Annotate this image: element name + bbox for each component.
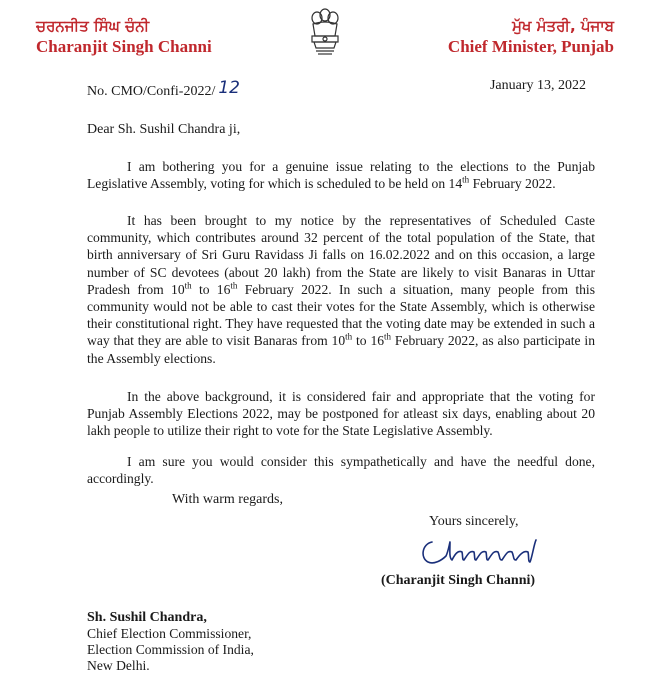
- paragraph-2-text-a: It has been brought to my notice by the representatives of Scheduled Caste community, which contributes around 32 percent of the total population of the State, that birth anniversary of Sri Guru Ravidass Ji falls on 16.02.2022 and on this occasion, a large number of SC devotees (about 20 lakh) from the State are likely to visit Banaras in Uttar Pradesh from 10: [87, 213, 595, 297]
- paragraph-2: [87, 212, 595, 367]
- paragraph-2-sup-2: th: [230, 280, 238, 291]
- paragraph-2-text-d: to 16: [352, 333, 385, 349]
- addressee-name: Sh. Sushil Chandra,: [87, 610, 207, 625]
- reference-number: [87, 80, 240, 100]
- addressee-line-1: Chief Election Commissioner,: [87, 626, 252, 641]
- handwritten-signature-icon: [416, 532, 546, 572]
- paragraph-2-text-c: February 2022. In such a situation, many people from this community would not be able to cast their votes for the State Assembly, which is otherwise their constitutional right. They have requested that the voting date may be extended in such a way that they are able to visit Banaras from 10: [87, 281, 595, 349]
- paragraph-1-text-b: February 2022.: [469, 176, 556, 192]
- sender-name-block: [36, 16, 212, 58]
- addressee-line-2: Election Commission of India,: [87, 642, 254, 657]
- paragraph-1: [87, 158, 595, 192]
- reference-number-text: No. CMO/Confi-2022/: [87, 84, 216, 99]
- paragraph-3: In the above background, it is considered fair and appropriate that the voting for Punjab Assembly Elections 2022, may be postponed for atleast six days, enabling about 20 lakh people to utilize their right to vote for the State Legislative Assembly.: [87, 389, 595, 439]
- paragraph-1-text-a: I am bothering you for a genuine issue relating to the elections to the Punjab Legislative Assembly, voting for which is scheduled to be held on 14: [87, 159, 595, 192]
- handwritten-reference-number: 12: [218, 78, 240, 98]
- paragraph-1-sup-1: th: [462, 174, 470, 185]
- closing-yours-sincerely: Yours sincerely,: [429, 514, 519, 529]
- paragraph-2-sup-3: th: [345, 331, 353, 342]
- paragraph-2-text-b: to 16: [191, 281, 231, 297]
- sender-title-punjabi: ਮੁੱਖ ਮੰਤਰੀ, ਪੰਜਾਬ: [512, 17, 614, 35]
- signer-name: (Charanjit Singh Channi): [381, 573, 536, 588]
- addressee-line-3: New Delhi.: [87, 658, 150, 673]
- paragraph-2-sup-4: th: [384, 331, 392, 342]
- sender-title-english: Chief Minister, Punjab: [447, 37, 614, 56]
- addressee-block: [87, 610, 254, 674]
- paragraph-2-text-e: February 2022, as also participate in the Assembly elections.: [87, 333, 595, 366]
- sender-name-punjabi: ਚਰਨਜੀਤ ਸਿੰਘ ਚੰਨੀ: [36, 17, 150, 35]
- salutation: Dear Sh. Sushil Chandra ji,: [87, 122, 241, 137]
- paragraph-4: I am sure you would consider this sympathetically and have the needful done, accordingly.: [87, 454, 595, 487]
- letter-date: January 13, 2022: [489, 78, 586, 93]
- state-emblem-icon: [303, 4, 347, 56]
- paragraph-2-sup-1: th: [184, 280, 192, 291]
- closing-regards: With warm regards,: [172, 492, 284, 507]
- sender-name-english: Charanjit Singh Channi: [36, 37, 212, 56]
- sender-title-block: [448, 16, 614, 58]
